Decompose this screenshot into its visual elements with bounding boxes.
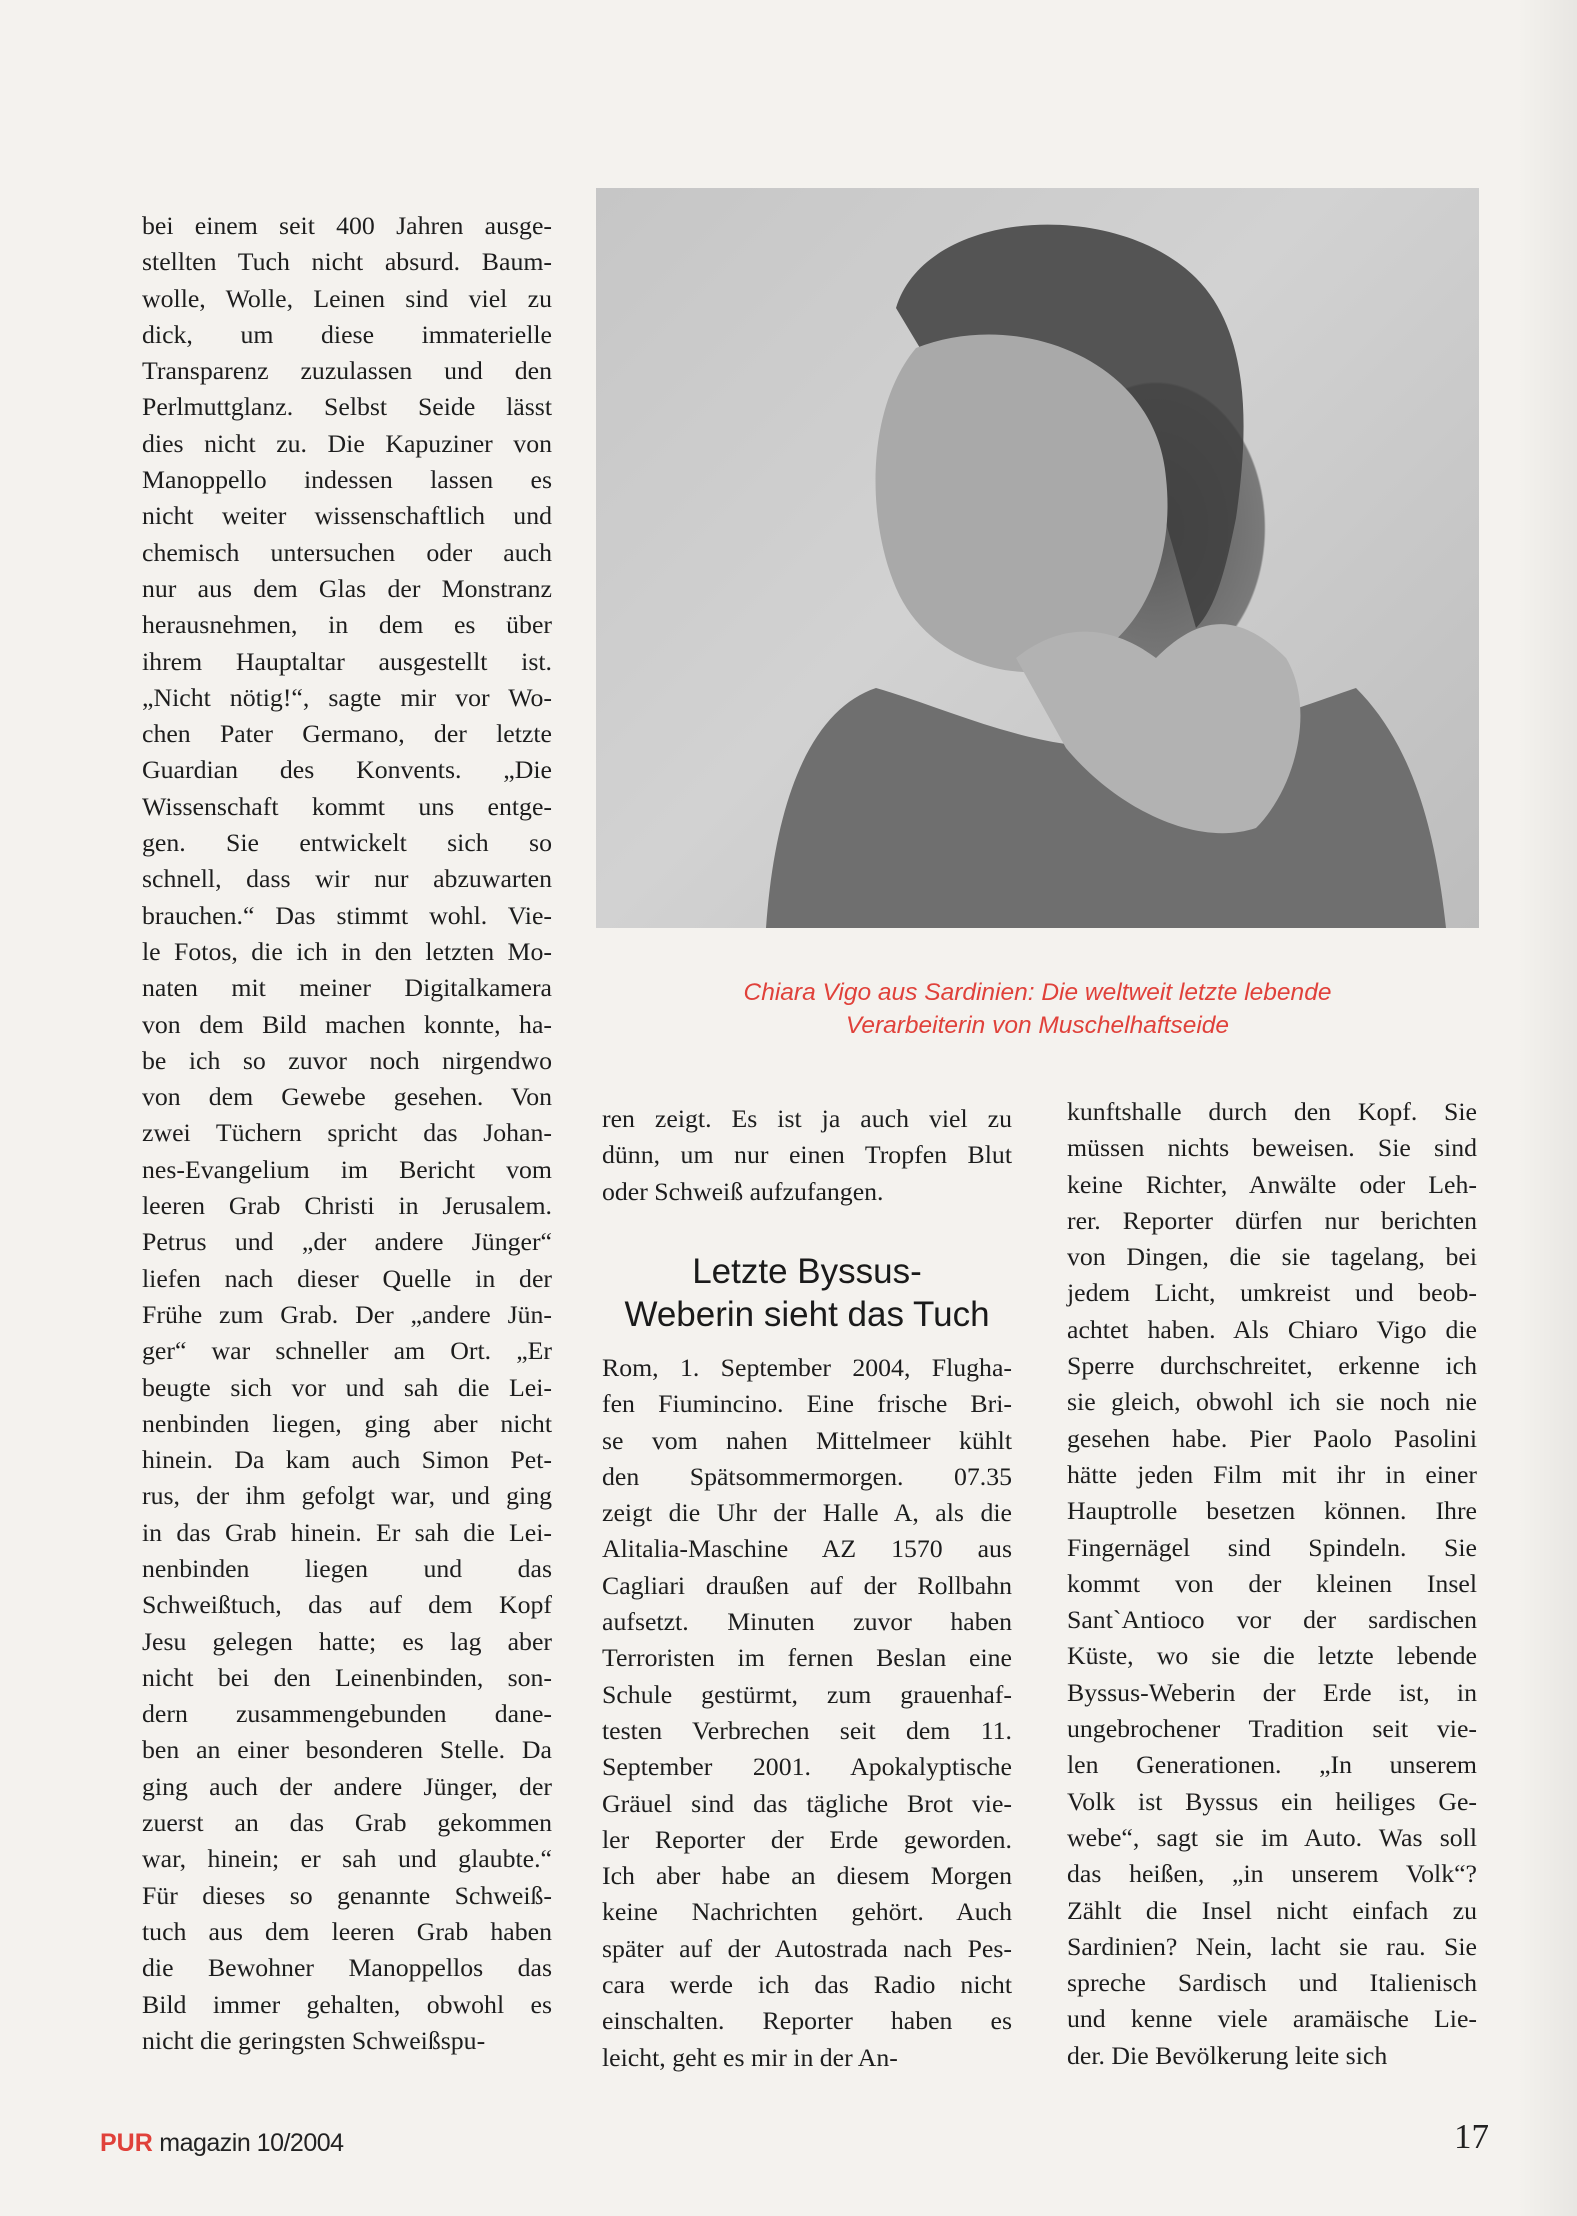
text-line: len Generationen. „In unserem	[1067, 1750, 1477, 1780]
caption-line-1: Chiara Vigo aus Sardinien: Die weltweit letzte lebende	[743, 979, 1332, 1006]
text-line: sie gleich, obwohl ich sie noch nie	[1067, 1387, 1477, 1417]
text-line: Alitalia-Maschine AZ 1570 aus	[602, 1534, 1012, 1564]
text-line: kunftshalle durch den Kopf. Sie	[1067, 1097, 1477, 1126]
text-line: ren zeigt. Es ist ja auch viel zu	[602, 1104, 1012, 1133]
text-line: und kenne viele aramäische Lie-	[1067, 2004, 1477, 2034]
text-line: Byssus-Weberin der Erde ist, in	[1067, 1677, 1477, 1707]
text-line: le Fotos, die ich in den letzten Mo-	[142, 936, 552, 966]
portrait-illustration	[596, 188, 1479, 928]
subheading-line-2: Weberin sieht das Tuch	[624, 1295, 990, 1334]
text-line: Manoppello indessen lassen es	[142, 465, 552, 495]
page-number: 17	[1454, 2117, 1489, 2156]
text-line: leeren Grab Christi in Jerusalem.	[142, 1191, 552, 1221]
text-line: Petrus und „der andere Jünger“	[142, 1227, 552, 1257]
text-line: rer. Reporter dürfen nur berichten	[1067, 1205, 1477, 1235]
text-line: nicht die geringsten Schweißspu-	[142, 2025, 486, 2055]
text-line: ger“ war schneller am Ort. „Er	[142, 1336, 552, 1366]
text-line: Zählt die Insel nicht einfach zu	[1067, 1895, 1477, 1925]
text-line: Terroristen im fernen Beslan eine	[602, 1643, 1012, 1673]
caption-line-2: Verarbeiterin von Muschelhaftseide	[845, 1012, 1230, 1039]
article-column-3	[1067, 1094, 1477, 2074]
text-line: naten mit meiner Digitalkamera	[142, 973, 552, 1003]
text-line: chen Pater Germano, der letzte	[142, 719, 552, 749]
text-line: kommt von der kleinen Insel	[1067, 1568, 1477, 1598]
text-line: aufsetzt. Minuten zuvor haben	[602, 1607, 1012, 1637]
text-line: das heißen, „in unserem Volk“?	[1067, 1859, 1477, 1889]
text-line: dick, um diese immaterielle	[142, 319, 552, 349]
page-edge-shadow	[1517, 0, 1577, 2216]
text-line: nicht weiter wissenschaftlich und	[142, 501, 552, 531]
text-line: chemisch untersuchen oder auch	[142, 537, 552, 567]
text-line: hinein. Da kam auch Simon Pet-	[142, 1445, 552, 1475]
text-line: schnell, dass wir nur abzuwarten	[142, 864, 552, 894]
text-line: webe“, sagt sie im Auto. Was soll	[1067, 1822, 1477, 1852]
text-line: nes-Evangelium im Bericht vom	[142, 1154, 552, 1184]
text-line: keine Richter, Anwälte oder Leh-	[1067, 1169, 1477, 1199]
text-line: rus, der ihm gefolgt war, und ging	[142, 1481, 552, 1511]
text-line: se vom nahen Mittelmeer kühlt	[602, 1425, 1012, 1455]
text-line: Frühe zum Grab. Der „andere Jün-	[142, 1299, 552, 1329]
text-line: tuch aus dem leeren Grab haben	[142, 1916, 552, 1946]
text-line: Wissenschaft kommt uns entge-	[142, 791, 552, 821]
text-line: Schweißtuch, das auf dem Kopf	[142, 1590, 552, 1620]
text-line: Ich aber habe an diesem Morgen	[602, 1861, 1012, 1891]
text-line: ging auch der andere Jünger, der	[142, 1771, 552, 1801]
text-line: Gräuel sind das tägliche Brot vie-	[602, 1788, 1012, 1818]
text-line: Rom, 1. September 2004, Flugha-	[602, 1353, 1012, 1382]
text-line: zeigt die Uhr der Halle A, als die	[602, 1498, 1012, 1528]
text-line: später auf der Autostrada nach Pes-	[602, 1933, 1012, 1963]
text-line: spreche Sardisch und Italienisch	[1067, 1968, 1477, 1998]
text-line: testen Verbrechen seit dem 11.	[602, 1715, 1012, 1745]
text-line: nicht bei den Leinenbinden, son-	[142, 1662, 552, 1692]
text-line: Für dieses so genannte Schweiß-	[142, 1880, 552, 1910]
text-line: nenbinden liegen und das	[142, 1553, 552, 1583]
text-line: war, hinein; er sah und glaubte.“	[142, 1844, 552, 1874]
text-line: liefen nach dieser Quelle in der	[142, 1263, 552, 1293]
subheading-line-1: Letzte Byssus-	[692, 1252, 922, 1291]
text-line: Guardian des Konvents. „Die	[142, 755, 552, 785]
text-line: von Dingen, die sie tagelang, bei	[1067, 1242, 1477, 1272]
text-line: dünn, um nur einen Tropfen Blut	[602, 1140, 1012, 1170]
text-line: in das Grab hinein. Er sah die Lei-	[142, 1517, 552, 1547]
text-line: Volk ist Byssus ein heiliges Ge-	[1067, 1786, 1477, 1816]
text-line: Schule gestürmt, zum grauenhaf-	[602, 1679, 1012, 1709]
text-line: ler Reporter der Erde geworden.	[602, 1824, 1012, 1854]
text-line: achtet haben. Als Chiaro Vigo die	[1067, 1314, 1477, 1344]
text-line: be ich so zuvor noch nirgendwo	[142, 1045, 552, 1075]
text-line: gesehen habe. Pier Paolo Pasolini	[1067, 1423, 1477, 1453]
text-line: Transparenz zuzulassen und den	[142, 356, 552, 386]
text-line: Jesu gelegen hatte; es lag aber	[142, 1626, 552, 1656]
text-line: Perlmuttglanz. Selbst Seide lässt	[142, 392, 552, 422]
text-line: müssen nichts beweisen. Sie sind	[1067, 1133, 1477, 1163]
text-line: brauchen.“ Das stimmt wohl. Vie-	[142, 900, 552, 930]
text-line: gen. Sie entwickelt sich so	[142, 828, 552, 858]
text-line: ungebrochener Tradition seit vie-	[1067, 1714, 1477, 1744]
text-line: leicht, geht es mir in der An-	[602, 2042, 898, 2072]
footer-magazine-label	[100, 2129, 344, 2158]
article-column-1	[142, 208, 552, 2059]
text-line: keine Nachrichten gehört. Auch	[602, 1897, 1012, 1927]
text-line: „Nicht nötig!“, sagte mir vor Wo-	[142, 682, 552, 712]
text-line: der. Die Bevölkerung leite sich	[1067, 2040, 1388, 2070]
text-line: dern zusammengebunden dane-	[142, 1699, 552, 1729]
text-line: Cagliari draußen auf der Rollbahn	[602, 1570, 1012, 1600]
photo-caption	[596, 976, 1479, 1042]
text-line: fen Fiumincino. Eine frische Bri-	[602, 1389, 1012, 1419]
text-line: herausnehmen, in dem es über	[142, 610, 552, 640]
text-line: von dem Gewebe gesehen. Von	[142, 1082, 552, 1112]
text-line: Küste, wo sie die letzte lebende	[1067, 1641, 1477, 1671]
text-line: September 2001. Apokalyptische	[602, 1752, 1012, 1782]
text-line: ben an einer besonderen Stelle. Da	[142, 1735, 552, 1765]
text-line: Fingernägel sind Spindeln. Sie	[1067, 1532, 1477, 1562]
text-line: von dem Bild machen konnte, ha-	[142, 1009, 552, 1039]
text-line: beugte sich vor und sah die Lei-	[142, 1372, 552, 1402]
text-line: Sardinien? Nein, lacht sie rau. Sie	[1067, 1931, 1477, 1961]
text-line: Bild immer gehalten, obwohl es	[142, 1989, 552, 2019]
text-line: stellten Tuch nicht absurd. Baum-	[142, 247, 552, 277]
text-line: nenbinden liegen, ging aber nicht	[142, 1408, 552, 1438]
text-line: oder Schweiß aufzufangen.	[602, 1176, 884, 1206]
section-subheading	[602, 1250, 1012, 1336]
text-line: Sant`Antioco vor der sardischen	[1067, 1605, 1477, 1635]
text-line: hätte jeden Film mit ihr in einer	[1067, 1459, 1477, 1489]
text-line: zuerst an das Grab gekommen	[142, 1808, 552, 1838]
text-line: wolle, Wolle, Leinen sind viel zu	[142, 283, 552, 313]
text-line: die Bewohner Manoppellos das	[142, 1953, 552, 1983]
footer-brand: PUR	[100, 2129, 153, 2157]
text-line: Hauptrolle besetzen können. Ihre	[1067, 1496, 1477, 1526]
text-line: dies nicht zu. Die Kapuziner von	[142, 428, 552, 458]
text-line: Sperre durchschreitet, erkenne ich	[1067, 1351, 1477, 1381]
text-line: bei einem seit 400 Jahren ausge-	[142, 211, 552, 240]
footer-issue: magazin 10/2004	[152, 2129, 344, 2157]
text-line: jedem Licht, umkreist und beob-	[1067, 1278, 1477, 1308]
portrait-photo	[596, 188, 1479, 928]
article-column-2-bottom	[602, 1350, 1012, 2076]
text-line: cara werde ich das Radio nicht	[602, 1970, 1012, 2000]
text-line: den Spätsommermorgen. 07.35	[602, 1461, 1012, 1491]
text-line: zwei Tüchern spricht das Johan-	[142, 1118, 552, 1148]
article-column-2-top	[602, 1101, 1012, 1210]
text-line: ihrem Hauptaltar ausgestellt ist.	[142, 646, 552, 676]
text-line: nur aus dem Glas der Monstranz	[142, 573, 552, 603]
text-line: einschalten. Reporter haben es	[602, 2006, 1012, 2036]
